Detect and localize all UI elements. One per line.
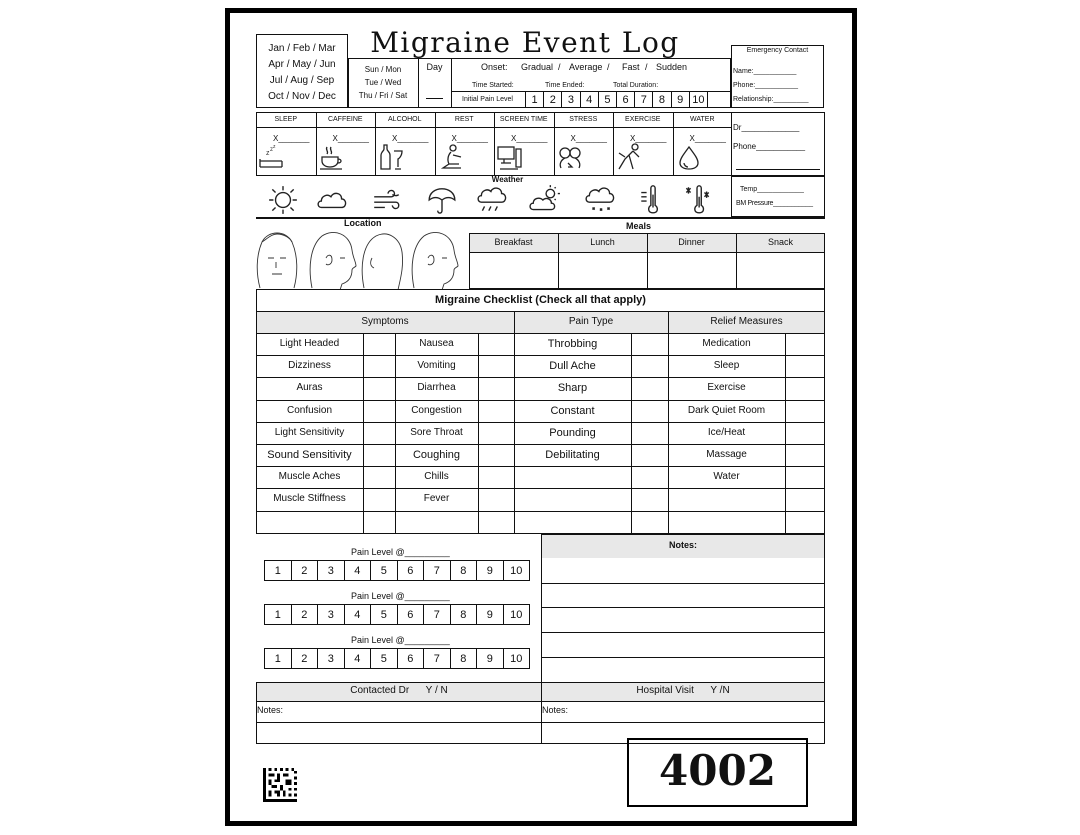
factor-mark-field[interactable]: X_______ <box>630 134 667 143</box>
contacted-dr-label: Contacted Dr Y / N <box>350 685 448 696</box>
pain-level-option[interactable]: 2 <box>291 560 319 581</box>
meal-header: Lunch <box>590 237 615 247</box>
head-diagrams[interactable] <box>252 228 462 290</box>
pain-level-option[interactable]: 5 <box>370 560 398 581</box>
factor-header: CAFFEINE <box>327 116 363 123</box>
meal-header: Snack <box>767 237 793 247</box>
checklist-header: Symptoms <box>361 316 409 327</box>
checklist-item: Fever <box>423 493 450 505</box>
pain-level-option[interactable]: 7 <box>423 604 451 625</box>
checklist-item: Auras <box>296 382 323 394</box>
checklist-item: Light Sensitivity <box>274 426 345 438</box>
pain-level-option[interactable]: 5 <box>370 648 398 669</box>
cold-thermometer-icon[interactable] <box>680 184 714 216</box>
cloud-icon[interactable] <box>315 184 349 216</box>
checklist-item: Exercise <box>707 382 746 394</box>
checklist-item: Nausea <box>419 338 454 349</box>
checklist-checkbox[interactable] <box>365 357 393 375</box>
initial-pain-option[interactable]: 6 <box>616 91 635 108</box>
pain-level-time-field[interactable]: Pain Level @_________ <box>351 547 450 557</box>
checklist-item: Medication <box>702 338 751 349</box>
emergency-phone-field[interactable]: Phone:___________ <box>733 82 799 89</box>
wine-icon <box>377 142 407 174</box>
checklist-checkbox[interactable] <box>480 357 512 375</box>
pain-level-option[interactable]: 1 <box>264 560 292 581</box>
checklist-item: Coughing <box>412 449 461 461</box>
initial-pain-option[interactable]: 5 <box>598 91 617 108</box>
total-duration-field[interactable]: Total Duration: <box>613 82 659 89</box>
checklist-item: Sleep <box>713 360 740 372</box>
checklist-checkbox[interactable] <box>365 513 393 531</box>
bm-pressure-field[interactable]: BM Pressure___________ <box>736 200 813 207</box>
month-option[interactable]: Jan / Feb / Mar <box>268 43 336 54</box>
sleep-icon <box>258 142 288 174</box>
checklist-item: Throbbing <box>547 338 598 350</box>
checklist-checkbox[interactable] <box>365 379 393 397</box>
factor-mark-field[interactable]: X_______ <box>511 134 548 143</box>
time-started-field[interactable]: Time Started: <box>472 82 514 89</box>
factor-header: SCREEN TIME <box>499 116 548 123</box>
checklist-checkbox[interactable] <box>480 468 512 486</box>
checklist-checkbox[interactable] <box>787 424 823 442</box>
pain-level-option[interactable]: 8 <box>450 648 478 669</box>
onset-sudden[interactable]: Sudden <box>656 62 688 72</box>
checklist-checkbox[interactable] <box>633 513 666 531</box>
meal-entry-field[interactable] <box>471 254 556 287</box>
day-option[interactable]: Sun / Mon <box>364 65 402 74</box>
checklist-checkbox[interactable] <box>480 446 512 464</box>
meal-entry-field[interactable] <box>649 254 734 287</box>
svg-text:z: z <box>273 144 276 150</box>
computer-icon <box>496 142 526 174</box>
checklist-checkbox[interactable] <box>633 379 666 397</box>
initial-pain-option[interactable]: 1 <box>525 91 544 108</box>
initial-pain-option[interactable]: 7 <box>634 91 653 108</box>
checklist-item: Diarrhea <box>417 382 456 394</box>
factor-mark-field[interactable]: X_______ <box>273 134 310 143</box>
factor-header: ALCOHOL <box>388 116 422 123</box>
checklist-item: Dark Quiet Room <box>687 404 766 416</box>
pain-level-option[interactable]: 10 <box>503 604 531 625</box>
checklist-item: Sharp <box>557 382 588 395</box>
checklist-checkbox[interactable] <box>365 490 393 508</box>
pain-level-option[interactable]: 8 <box>450 560 478 581</box>
pain-level-time-field[interactable]: Pain Level @_________ <box>351 635 450 645</box>
checklist-item: Water <box>713 471 740 483</box>
pain-level-option[interactable]: 6 <box>397 604 425 625</box>
pain-level-option[interactable]: 2 <box>291 648 319 669</box>
checklist-checkbox[interactable] <box>480 335 512 353</box>
checklist-item: Massage <box>706 449 747 460</box>
checklist-checkbox[interactable] <box>787 490 823 508</box>
checklist-item: Confusion <box>286 404 333 416</box>
location-label: Location <box>344 218 382 228</box>
rain-cloud-icon[interactable] <box>475 184 509 216</box>
emergency-name-field[interactable]: Name:___________ <box>733 68 797 75</box>
pain-level-option[interactable]: 5 <box>370 604 398 625</box>
checklist-checkbox[interactable] <box>633 357 666 375</box>
hospital-visit-label: Hospital Visit Y /N <box>636 685 730 696</box>
checklist-checkbox[interactable] <box>365 468 393 486</box>
onset-label: Onset: <box>481 62 508 72</box>
factor-mark-field[interactable]: X_______ <box>332 134 369 143</box>
checklist-checkbox[interactable] <box>633 468 666 486</box>
checklist-item: Light Headed <box>279 338 340 349</box>
rest-icon <box>437 142 467 174</box>
coffee-icon <box>318 142 348 174</box>
checklist-item: Ice/Heat <box>707 426 746 438</box>
checklist-item: Debilitating <box>545 449 600 461</box>
checklist-item: Congestion <box>411 404 462 416</box>
meal-entry-field[interactable] <box>560 254 645 287</box>
factor-header: REST <box>454 116 474 123</box>
checklist-checkbox[interactable] <box>787 468 823 486</box>
sun-icon[interactable] <box>266 184 300 216</box>
checklist-checkbox[interactable] <box>787 513 823 531</box>
factor-header: WATER <box>690 116 715 123</box>
checklist-checkbox[interactable] <box>787 446 823 464</box>
notes-right-label: Notes: <box>542 705 569 715</box>
checklist-checkbox[interactable] <box>633 490 666 508</box>
checklist-header: Relief Measures <box>710 316 783 327</box>
checklist-checkbox[interactable] <box>365 446 393 464</box>
pain-level-option[interactable]: 6 <box>397 560 425 581</box>
onset-average[interactable]: Average <box>569 62 603 72</box>
pain-level-option[interactable]: 9 <box>476 604 504 625</box>
checklist-item: Pounding <box>549 426 596 439</box>
checklist-item: Vomiting <box>417 360 456 372</box>
initial-pain-option[interactable]: 4 <box>580 91 599 108</box>
factor-mark-field[interactable]: X_______ <box>689 134 726 143</box>
datamatrix-code <box>263 768 297 802</box>
doctor-name-field[interactable]: Dr_____________ <box>733 123 800 132</box>
checklist-item: Chills <box>424 471 449 483</box>
water-drop-icon <box>675 142 705 174</box>
pain-level-option[interactable]: 4 <box>344 648 372 669</box>
checklist-checkbox[interactable] <box>787 335 823 353</box>
onset-gradual[interactable]: Gradual <box>521 62 554 72</box>
emergency-relationship-field[interactable]: Relationship:_________ <box>733 96 809 103</box>
hot-thermometer-icon[interactable] <box>636 184 670 216</box>
initial-pain-option[interactable]: 3 <box>561 91 580 108</box>
notes-label: Notes: <box>668 540 697 550</box>
initial-pain-label: Initial Pain Level <box>462 96 513 103</box>
checklist-checkbox[interactable] <box>480 379 512 397</box>
checklist-checkbox[interactable] <box>787 402 823 420</box>
pain-level-option[interactable]: 10 <box>503 560 531 581</box>
checklist-checkbox[interactable] <box>480 490 512 508</box>
pain-level-option[interactable]: 3 <box>317 604 345 625</box>
checklist-item: Sore Throat <box>410 426 463 438</box>
weather-info-box <box>731 176 825 217</box>
pain-level-option[interactable]: 1 <box>264 648 292 669</box>
checklist-item: Sound Sensitivity <box>267 449 352 461</box>
checklist-title: Migraine Checklist (Check all that apply) <box>435 294 646 306</box>
pain-level-option[interactable]: 9 <box>476 560 504 581</box>
initial-pain-option[interactable]: 8 <box>652 91 671 108</box>
factor-mark-field[interactable]: X_______ <box>392 134 429 143</box>
month-option[interactable]: Apr / May / Jun <box>268 59 336 70</box>
onset-fast[interactable]: Fast <box>622 62 640 72</box>
pain-level-option[interactable]: 3 <box>317 560 345 581</box>
checklist-checkbox[interactable] <box>787 357 823 375</box>
factor-header: EXERCISE <box>625 116 661 123</box>
initial-pain-option[interactable]: 2 <box>543 91 562 108</box>
checklist-checkbox[interactable] <box>633 335 666 353</box>
stress-icon <box>556 142 586 174</box>
form-title: Migraine Event Log <box>370 26 680 59</box>
pain-level-option[interactable]: 3 <box>317 648 345 669</box>
checklist-checkbox[interactable] <box>633 402 666 420</box>
checklist-item: Constant <box>550 404 595 417</box>
svg-text:z: z <box>270 147 273 153</box>
pain-level-option[interactable]: 2 <box>291 604 319 625</box>
pain-level-option[interactable]: 10 <box>503 648 531 669</box>
checklist-item: Muscle Aches <box>278 471 341 483</box>
pain-level-option[interactable]: 1 <box>264 604 292 625</box>
checklist-checkbox[interactable] <box>633 424 666 442</box>
notes-left-label: Notes: <box>257 705 284 715</box>
wind-icon[interactable] <box>370 184 404 216</box>
doctor-phone-field[interactable]: Phone___________ <box>733 142 806 151</box>
initial-pain-option[interactable]: 10 <box>689 91 708 108</box>
day-option[interactable]: Tue / Wed <box>364 78 402 87</box>
exercise-icon <box>615 142 645 174</box>
factor-mark-field[interactable]: X_______ <box>570 134 607 143</box>
meal-header: Breakfast <box>494 237 533 247</box>
factor-mark-field[interactable]: X_______ <box>451 134 488 143</box>
checklist-checkbox[interactable] <box>480 513 512 531</box>
checklist-header: Pain Type <box>568 316 614 327</box>
month-option[interactable]: Oct / Nov / Dec <box>268 91 336 102</box>
pain-level-option[interactable]: 4 <box>344 560 372 581</box>
meal-header: Dinner <box>678 237 705 247</box>
day-label: Day <box>426 62 443 72</box>
checklist-item: Muscle Stiffness <box>273 493 346 505</box>
pain-level-option[interactable]: 4 <box>344 604 372 625</box>
factor-header: SLEEP <box>274 116 298 123</box>
factor-header: STRESS <box>569 116 598 123</box>
pain-level-option[interactable]: 7 <box>423 560 451 581</box>
pain-level-option[interactable]: 9 <box>476 648 504 669</box>
checklist-checkbox[interactable] <box>787 379 823 397</box>
weather-label: Weather <box>491 175 524 184</box>
meal-entry-field[interactable] <box>738 254 823 287</box>
checklist-checkbox[interactable] <box>480 402 512 420</box>
checklist-checkbox[interactable] <box>365 424 393 442</box>
snow-cloud-icon[interactable] <box>583 184 617 216</box>
pain-level-option[interactable]: 8 <box>450 604 478 625</box>
temp-field[interactable]: Temp____________ <box>740 186 804 193</box>
pain-level-option[interactable]: 7 <box>423 648 451 669</box>
form-number: 4002 <box>659 746 776 795</box>
pain-level-time-field[interactable]: Pain Level @_________ <box>351 591 450 601</box>
meals-label: Meals <box>625 221 651 231</box>
initial-pain-option[interactable]: 9 <box>671 91 690 108</box>
checklist-item: Dizziness <box>288 360 331 372</box>
month-option[interactable]: Jul / Aug / Sep <box>269 75 335 86</box>
umbrella-icon[interactable] <box>425 184 459 216</box>
checklist-item: Dull Ache <box>549 360 596 373</box>
checklist-checkbox[interactable] <box>365 335 393 353</box>
svg-text:z: z <box>266 150 270 157</box>
checklist-checkbox[interactable] <box>365 402 393 420</box>
time-ended-field[interactable]: Time Ended: <box>545 82 585 89</box>
day-option[interactable]: Thu / Fri / Sat <box>358 91 408 100</box>
pain-level-option[interactable]: 6 <box>397 648 425 669</box>
checklist-checkbox[interactable] <box>633 446 666 464</box>
partly-sunny-icon[interactable] <box>528 184 562 216</box>
checklist-checkbox[interactable] <box>480 424 512 442</box>
emergency-contact-title: Emergency Contact <box>746 47 809 54</box>
